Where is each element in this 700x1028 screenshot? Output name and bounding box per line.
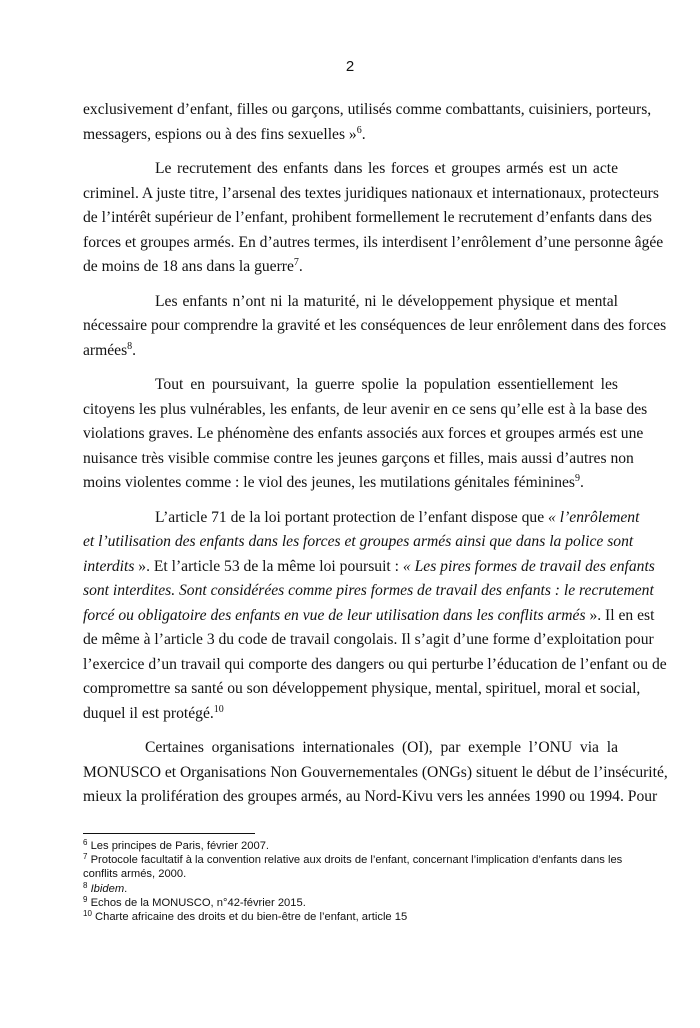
text-line bbox=[83, 702, 618, 727]
text-run: L’article 71 de la loi portant protection de l’enfant dispose que bbox=[155, 508, 549, 526]
footnote-number: 9 bbox=[83, 894, 88, 904]
text-line bbox=[83, 447, 634, 472]
text-run: . bbox=[132, 341, 137, 359]
footnote-text: Ibidem bbox=[90, 882, 125, 895]
text-run: violations graves. Le phénomène des enfants associés aux forces et groupes armés est une bbox=[83, 425, 644, 442]
footnote-separator bbox=[83, 833, 255, 834]
text-run: ». Et l’article 53 de la même loi poursuit : bbox=[134, 557, 403, 575]
text-run: ». Il en est bbox=[585, 606, 655, 624]
text-run: Le recrutement des enfants dans les forces et groupes armés est un acte bbox=[155, 160, 618, 177]
text-line bbox=[83, 339, 618, 364]
footnote-number: 8 bbox=[83, 880, 88, 890]
text-line bbox=[83, 182, 659, 207]
paragraph bbox=[83, 506, 667, 727]
footnote-number: 10 bbox=[83, 909, 92, 919]
footnote-ref[interactable]: 10 bbox=[213, 703, 224, 715]
footnote-ref[interactable]: 6 bbox=[356, 124, 362, 136]
text-run: exclusivement d’enfant, filles ou garçons, utilisés comme combattants, cuisiniers, porteurs, bbox=[83, 101, 652, 118]
text-run: duquel il est protégé. bbox=[83, 704, 214, 722]
text-line bbox=[83, 506, 640, 531]
text-run: moins violentes comme : le viol des jeunes, les mutilations génitales féminines bbox=[83, 474, 575, 491]
text-line bbox=[83, 157, 618, 182]
text-line bbox=[83, 231, 664, 256]
text-run: forces et groupes armés. En d’autres termes, ils interdisent l’enrôlement d’une personne âgée bbox=[83, 233, 664, 251]
footnote-ref[interactable]: 8 bbox=[127, 340, 133, 352]
text-line bbox=[83, 471, 618, 496]
paragraph bbox=[83, 98, 652, 147]
footnote-text: Charte africaine des droits et du bien-être de l’enfant, article 15 bbox=[95, 911, 408, 924]
text-line bbox=[83, 373, 618, 398]
text-run: nuisance très visible commise contre les jeunes garçons et filles, mais aussi d’autres non bbox=[83, 449, 634, 467]
text-line bbox=[83, 761, 668, 786]
text-run: de même à l’article 3 du code de travail congolais. Il s’agit d’une forme d’exploitation pour bbox=[83, 631, 654, 648]
text-run: messagers, espions ou à des fins sexuelles » bbox=[83, 125, 357, 143]
text-run: armées bbox=[83, 341, 128, 359]
paragraph bbox=[83, 290, 667, 364]
text-run: forcé ou obligatoire des enfants en vue de leur utilisation dans les conflits armés bbox=[83, 606, 586, 624]
text-line bbox=[83, 555, 655, 580]
text-run: et l’utilisation des enfants dans les forces et groupes armés ainsi que dans la police sont bbox=[83, 533, 634, 550]
text-line bbox=[83, 785, 658, 810]
footnote-number: 7 bbox=[83, 852, 88, 862]
text-line bbox=[83, 290, 618, 315]
paragraph bbox=[83, 736, 668, 810]
text-run: l’exercice d’un travail qui comporte des dangers ou qui perturbe l’éducation de l’enfant ou de bbox=[83, 655, 667, 673]
footnote-text: Les principes de Paris, février 2007. bbox=[90, 840, 270, 852]
text-run: « Les pires formes de travail des enfants bbox=[402, 557, 655, 575]
text-line bbox=[83, 736, 618, 761]
text-run: de l’intérêt supérieur de l’enfant, prohibent formellement le recrutement d’enfants dans des bbox=[83, 209, 652, 226]
text-run: . bbox=[579, 474, 584, 491]
text-run: interdits bbox=[83, 557, 135, 575]
text-line bbox=[83, 628, 654, 653]
footnote-ref[interactable]: 9 bbox=[574, 473, 580, 484]
footnote-ref[interactable]: 7 bbox=[293, 257, 299, 268]
document-body bbox=[83, 98, 668, 820]
text-line bbox=[83, 206, 652, 231]
text-run: Tout en poursuivant, la guerre spolie la population essentiellement les bbox=[155, 376, 618, 393]
text-run: nécessaire pour comprendre la gravité et les conséquences de leur enrôlement dans des forces bbox=[83, 317, 667, 334]
text-line bbox=[83, 653, 667, 678]
text-run: MONUSCO et Organisations Non Gouvernementales (ONGs) situent le début de l’insécurité, bbox=[83, 763, 668, 781]
text-line bbox=[83, 579, 654, 604]
text-run: . bbox=[361, 125, 366, 143]
text-line bbox=[83, 98, 652, 123]
text-run: Certaines organisations internationales (OI), par exemple l’ONU via la bbox=[145, 739, 618, 756]
text-line bbox=[83, 604, 655, 629]
footnotes bbox=[83, 839, 623, 924]
text-run: . bbox=[298, 258, 303, 275]
text-run: mieux la prolifération des groupes armés, au Nord-Kivu vers les années 1990 ou 1994. Pour bbox=[83, 788, 658, 805]
text-line bbox=[83, 530, 634, 555]
footnote-text: Echos de la MONUSCO, n°42-février 2015. bbox=[90, 896, 306, 909]
text-run: Les enfants n’ont ni la maturité, ni le développement physique et mental bbox=[155, 292, 618, 310]
footnote bbox=[83, 910, 623, 924]
text-run: de moins de 18 ans dans la guerre bbox=[83, 258, 294, 275]
text-line bbox=[83, 314, 667, 339]
footnote bbox=[83, 839, 623, 853]
footnote bbox=[83, 853, 623, 881]
footnote-text: Protocole facultatif à la convention relative aux droits de l’enfant, concernant l’implication d’enfants dans les conflits armés, 2000. bbox=[83, 854, 623, 881]
text-line bbox=[83, 123, 618, 148]
paragraph bbox=[83, 373, 648, 496]
footnote bbox=[83, 896, 623, 910]
footnote-punct: . bbox=[124, 882, 128, 895]
text-run: compromettre sa santé ou son développement physique, mental, spirituel, moral et social, bbox=[83, 680, 641, 697]
footnote-number: 6 bbox=[83, 838, 88, 847]
footnote bbox=[83, 882, 623, 896]
text-line bbox=[83, 255, 618, 280]
text-line bbox=[83, 677, 641, 702]
page-number: 2 bbox=[345, 58, 355, 75]
text-line bbox=[83, 422, 644, 447]
text-run: sont interdites. Sont considérées comme pires formes de travail des enfants : le recrutement bbox=[83, 582, 654, 599]
text-run: « l’enrôlement bbox=[548, 508, 640, 526]
text-run: citoyens les plus vulnérables, les enfants, de leur avenir en ce sens qu’elle est à la base des bbox=[83, 400, 648, 418]
paragraph bbox=[83, 157, 664, 280]
text-line bbox=[83, 398, 648, 423]
text-run: criminel. A juste titre, l’arsenal des textes juridiques nationaux et internationaux, protecteurs bbox=[83, 184, 659, 202]
